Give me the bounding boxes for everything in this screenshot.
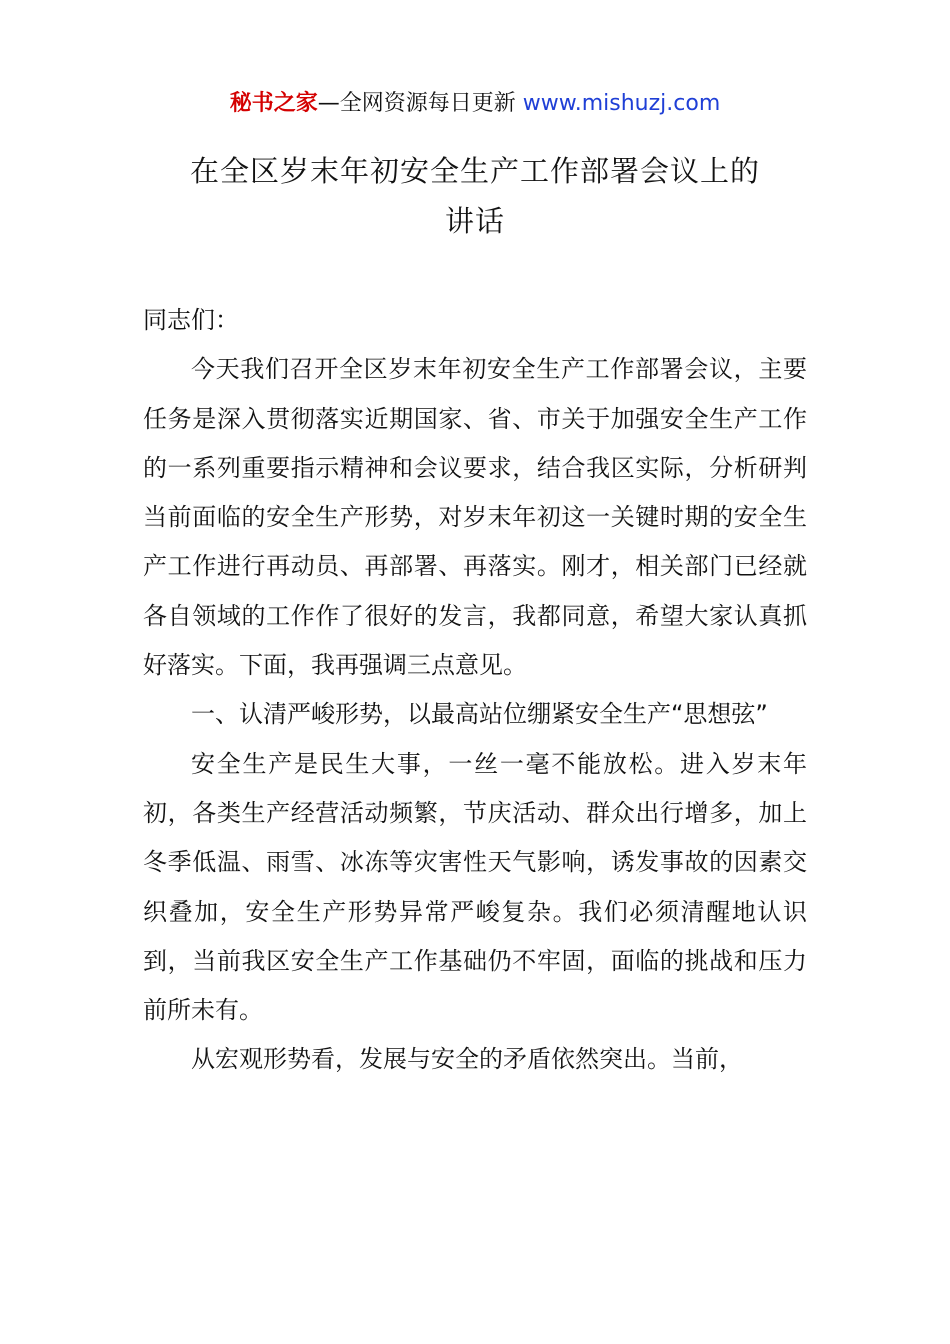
document-title bbox=[100, 146, 850, 246]
paragraph-macro: 从宏观形势看，发展与安全的矛盾依然突出。当前， bbox=[191, 1045, 743, 1074]
paragraph-situation: 安全生产是民生大事，一丝一毫不能放松。进入岁末年初，各类生产经营活动频繁，节庆活动、群众出行增多，加上冬季低温、雨雪、冰冻等灾害性天气影响，诱发事故的因素交织叠加，安全生产形势异常严峻复杂。我们必须清醒地认识到，当前我区安全生产工作基础仍不牢固，面临的挑战和压力前所未有。 bbox=[143, 749, 807, 1025]
title-line-1: 在全区岁末年初安全生产工作部署会议上的 bbox=[189, 154, 760, 188]
paragraph-intro: 今天我们召开全区岁末年初安全生产工作部署会议，主要任务是深入贯彻落实近期国家、省、市关于加强安全生产工作的一系列重要指示精神和会议要求，结合我区实际，分析研判当前面临的安全生产形势，对岁末年初这一关键时期的安全生产工作进行再动员、再部署、再落实。刚才，相关部门已经就各自领域的工作作了很好的发言，我都同意，希望大家认真抓好落实。下面，我再强调三点意见。 bbox=[143, 355, 807, 680]
salutation: 同志们： bbox=[143, 306, 239, 334]
site-brand: 秘书之家 bbox=[229, 91, 318, 116]
title-line-2: 讲话 bbox=[444, 204, 505, 238]
site-header bbox=[0, 88, 950, 120]
document-body bbox=[143, 296, 807, 1085]
section-heading-1: 一、认清严峻形势，以最高站位绷紧安全生产“思想弦” bbox=[191, 700, 768, 729]
header-dash: — bbox=[317, 91, 340, 116]
site-slogan: 全网资源每日更新 bbox=[339, 91, 516, 116]
site-url-link[interactable]: www.mishuzj.com bbox=[522, 91, 721, 116]
